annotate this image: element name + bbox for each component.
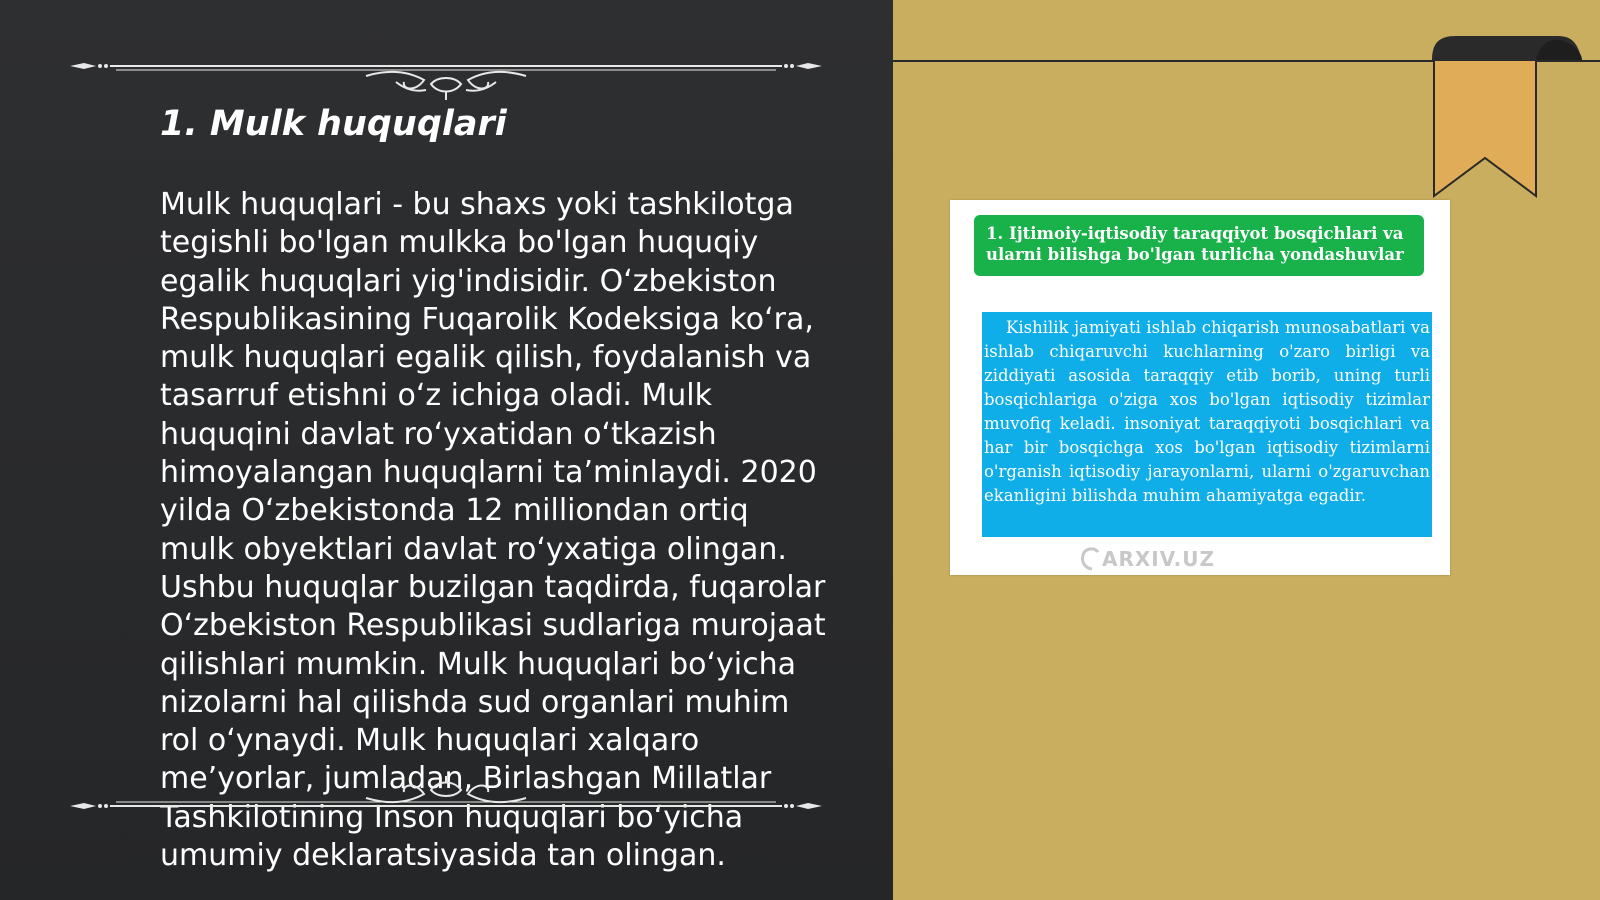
bottom-flourish-divider [66, 776, 826, 836]
top-flourish-divider [66, 40, 826, 100]
watermark-text: ARXIV.UZ [1102, 547, 1215, 571]
card-body-box: Kishilik jamiyati ishlab chiqarish munosabatlari va ishlab chiqaruvchi kuchlarning o'zaro birligi va ziddiyati asosida taraqqiy etib borib, uning turli bosqichlariga o'ziga xos bo'lgan iqtisodiy tizimlar muvofiq keladi. insoniyat taraqqiyoti bosqichlari va har bir bosqichga xos bo'lgan iqtisodiy tizimlarni o'rganish iqtisodiy jarayonlarni, ularni o'zgaruvchan ekanligini bilishda muhim ahamiyatga egadir. [982, 312, 1432, 537]
slide-body-text: Mulk huquqlari - bu shaxs yoki tashkilotga tegishli bo'lgan mulkka bo'lgan huquqiy egalik huquqlari yig'indisidir. O‘zbekiston Respublikasining Fuqarolik Kodeksiga ko‘ra, mulk huquqlari egalik qilish, foydalanish va tasarruf etishni o‘z ichiga oladi. Mulk huquqini davlat ro‘yxatidan o‘tkazish himoyalangan huquqlarni ta’minlaydi. 2020 yilda O‘zbekistonda 12 milliondan ortiq mulk obyektlari davlat ro‘yxatiga olingan. Ushbu huquqlar buzilgan taqdirda, fuqarolar O‘zbekiston Respublikasi sudlariga murojaat qilishlari mumkin. Mulk huquqlari bo‘yicha nizolarni hal qilishda sud organlari muhim rol o‘ynaydi. Mulk huquqlari xalqaro me’yorlar, jumladan, Birlashgan Millatlar Tashkilotining Inson huquqlari bo‘yicha umumiy deklaratsiyasida tan olingan. [160, 187, 826, 874]
slide-title: 1. Mulk huquqlari [160, 104, 507, 144]
embedded-image-card [950, 200, 1450, 575]
bookmark-ribbon-icon [1432, 36, 1592, 206]
watermark [1080, 546, 1220, 576]
arxiv-logo-icon [1080, 546, 1102, 572]
card-header-box: 1. Ijtimoiy-iqtisodiy taraqqiyot bosqichlari va ularni bilishga bo'lgan turlicha yondashuvlar [974, 215, 1424, 276]
